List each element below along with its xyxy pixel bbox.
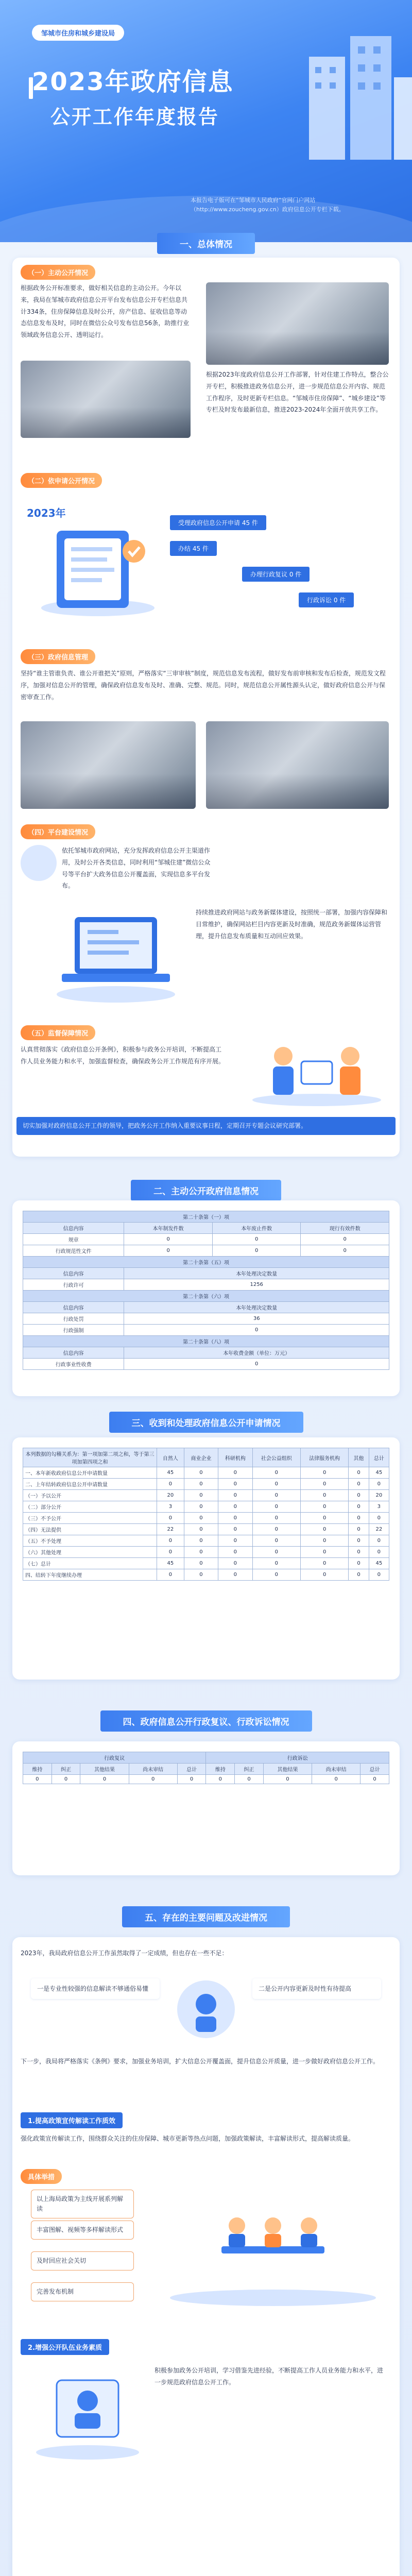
section-5-title: 五、存在的主要问题及改进情况 [0, 1906, 412, 1927]
application-table-row [23, 1569, 389, 1581]
row-value: 0 [369, 1479, 389, 1490]
row-value: 0 [300, 1513, 348, 1524]
section-3-panel [12, 1437, 400, 1680]
section-4-panel [12, 1741, 400, 1875]
row-value: 0 [300, 1479, 348, 1490]
row-value: 0 [252, 1467, 300, 1479]
row-value: 0 [218, 1501, 252, 1513]
meeting-photo-2 [21, 361, 191, 438]
row-value: 0 [218, 1524, 252, 1535]
row-value: 0 [252, 1535, 300, 1547]
megaphone-icon [21, 845, 57, 881]
new-media-text: 持续推进政府网站与政务新媒体建设，按照统一部署，加强内容保障和日常维护，确保网站栏目内容更新及时准确，规范政务新媒体运营管理，提升信息发布质量和互动回应效果。 [196, 909, 388, 940]
application-table-row [23, 1524, 389, 1535]
people-illustration [247, 1030, 386, 1108]
row-value: 0 [184, 1513, 218, 1524]
meeting-photo-4 [206, 721, 389, 809]
row-label: 四、结转下年度继续办理 [23, 1569, 157, 1581]
row-value: 0 [300, 1524, 348, 1535]
tag-platform-construction: （四）平台建设情况 [21, 824, 95, 839]
row-value: 0 [369, 1535, 389, 1547]
row-value: 45 [369, 1467, 389, 1479]
row-value: 0 [157, 1569, 184, 1581]
row-value: 0 [300, 1490, 348, 1501]
row-value: 0 [252, 1490, 300, 1501]
row-value: 0 [184, 1524, 218, 1535]
clipboard-illustration [36, 515, 160, 618]
active-disclosure-table: 第二十条第（一）项 信息内容 本年制发件数 本年废止件数 现行有效件数 规章 0 0 0 行政规范性文件 0 0 0 第二十条第（五）项 信息内容 本年处理决定数量 行政许可 1256 第二十条第（六）项 信息内容 本年处理决定数量 行政处罚 36 行政强制 0 第二十条第（八）项 信息内容 本年收费金额（单位：万元） 行政事业性收费 0 [23, 1211, 389, 1370]
row-value: 0 [300, 1535, 348, 1547]
row-label: 一、本年新收政府信息公开申请数量 [23, 1467, 157, 1479]
row-value: 0 [300, 1547, 348, 1558]
section-1-title: 一、总体情况 [0, 233, 412, 254]
management-text: 坚持“谁主管谁负责、谁公开谁把关”原则，严格落实“三审审核”制度，规范信息发布流程，做好发布前审核和发布后检查，规范发文程序，加强对信息公开的管理，确保政府信息发布及时、准确、完整、规范。同时，规范信息公开属性源头认定，做好政府信息公开与保密审查工作。 [21, 670, 386, 701]
stat-completed: 办结 45 件 [170, 541, 217, 556]
row-value: 0 [184, 1501, 218, 1513]
row-label: 二、上年结转政府信息公开申请数量 [23, 1479, 157, 1490]
row-value: 0 [184, 1479, 218, 1490]
row-label: （四）无法提供 [23, 1524, 157, 1535]
row-value: 0 [349, 1501, 369, 1513]
problem-2: 二是公开内容更新及时性有待提高 [252, 1978, 381, 1999]
row-label: （五）不予处理 [23, 1535, 157, 1547]
stat-review: 办理行政复议 0 件 [242, 567, 310, 582]
row-value: 0 [157, 1513, 184, 1524]
row-value: 0 [349, 1535, 369, 1547]
row-value: 0 [349, 1490, 369, 1501]
application-table-row [23, 1535, 389, 1547]
tag-team-quality: 2.增强公开队伍业务素质 [21, 2339, 109, 2355]
row-value: 0 [184, 1558, 218, 1569]
problem-1: 一是专业性较强的信息解读不够通俗易懂 [31, 1978, 160, 1999]
row-value: 0 [349, 1513, 369, 1524]
policy-text: 强化政策宣传解读工作，围绕群众关注的住房保障、城市更新等热点问题，加强政策解读，丰富解读形式，提高解读质量。 [21, 2135, 355, 2142]
row-value: 0 [252, 1569, 300, 1581]
application-table-row [23, 1467, 389, 1479]
row-value: 0 [157, 1535, 184, 1547]
row-value: 0 [218, 1558, 252, 1569]
row-label: （二）部分公开 [23, 1501, 157, 1513]
hero-note: 本报告电子版可在“邹城市人民政府”官网门户网站（http://www.zoucheng.gov.cn）政府信息公开专栏下载。 [191, 197, 345, 213]
row-value: 45 [157, 1467, 184, 1479]
row-value: 0 [218, 1513, 252, 1524]
row-label: （三）不予公开 [23, 1513, 157, 1524]
section-2-title: 二、主动公开政府信息情况 [0, 1180, 412, 1201]
measure-1: 以上海局政策为主线开展系列解读 [31, 2190, 134, 2218]
row-value: 0 [369, 1513, 389, 1524]
team-illustration [31, 2360, 144, 2463]
row-value: 0 [252, 1524, 300, 1535]
tag-information-management: （三）政府信息管理 [21, 649, 95, 664]
application-table-row [23, 1501, 389, 1513]
application-table-row [23, 1547, 389, 1558]
tag-policy-interpretation: 1.提高政策宣传解读工作质效 [21, 2112, 123, 2128]
hero-banner [0, 0, 412, 242]
row-value: 0 [218, 1569, 252, 1581]
row-value: 20 [369, 1490, 389, 1501]
row-value: 20 [157, 1490, 184, 1501]
section-4-title: 四、政府信息公开行政复议、行政诉讼情况 [0, 1710, 412, 1732]
org-pill: 邹城市住房和城乡建设局 [32, 25, 124, 41]
row-value: 0 [184, 1467, 218, 1479]
measure-4: 完善发布机制 [31, 2282, 134, 2301]
stat-received: 受理政府信息公开申请 45 件 [170, 515, 266, 530]
row-value: 0 [300, 1558, 348, 1569]
application-table-row [23, 1513, 389, 1524]
application-table: 本列数据的勾稽关系为：第一项加第二项之和，等于第三项加第四项之和 自然人 商业企业 科研机构 社会公益组织 法律服务机构 其他 总计 一、本年新收政府信息公开申请数量 45 0 0 0 0 0 45 二、上年结转政府信息公开申请数量 0 0 0 0 0 0 0 （一）予以公开 20 0 0 0 0 0 20 （二）部分公开 3 0 0 0 0 0 3 （三）不予公开 0 0 0 0 0 0 0 （四）无法提供 22 0 0 0 0 0 22 （五）不予处理 0 0 0 0 0 0 0 （六）其他处理 0 0 0 0 0 0 0 （七）总计 45 0 0 0 0 0 45 四、结转下年度继续办理 0 0 0 0 0 0 0 [23, 1448, 389, 1581]
row-value: 0 [369, 1547, 389, 1558]
row-value: 0 [349, 1467, 369, 1479]
improvement-text: 下一步，我局将严格落实《条例》要求，加强业务培训，扩大信息公开覆盖面，提升信息公开质量，进一步做好政府信息公开工作。 [21, 2058, 380, 2065]
building-illustration [288, 21, 412, 175]
platform-text: 根据2023年度政府信息公开工作部署，针对住建工作特点，整合公开专栏，积极推进政务信息公开，进一步规范信息公开内容、规范工作程序，及时更新专栏信息。“邹城市住房保障”、“城乡建设”等专栏及时发布最新信息，推进2023-2024年全面开放共享工作。 [206, 371, 389, 414]
laptop-illustration [52, 896, 180, 1005]
tag-application-disclosure: （二）依申请公开情况 [21, 473, 102, 488]
tag-supervision: （五）监督保障情况 [21, 1025, 95, 1040]
row-value: 0 [252, 1513, 300, 1524]
page-title: 2023年政府信息 [32, 67, 234, 96]
row-value: 0 [349, 1569, 369, 1581]
application-table-row [23, 1558, 389, 1569]
application-table-row [23, 1479, 389, 1490]
year-label: 2023年 [27, 507, 66, 519]
row-value: 0 [184, 1547, 218, 1558]
row-value: 0 [218, 1479, 252, 1490]
row-value: 0 [157, 1547, 184, 1558]
problem-illustration [165, 1973, 247, 2045]
page-subtitle: 公开工作年度报告 [50, 106, 220, 128]
row-label: （六）其他处理 [23, 1547, 157, 1558]
meeting-illustration [165, 2184, 381, 2308]
row-value: 0 [300, 1467, 348, 1479]
row-value: 0 [218, 1535, 252, 1547]
team-quality-text: 积极参加政务公开培训，学习借鉴先进经验，不断提高工作人员业务能力和水平，进一步规范政府信息公开工作。 [154, 2367, 384, 2386]
row-value: 0 [184, 1569, 218, 1581]
row-value: 0 [349, 1558, 369, 1569]
section-3-title: 三、收到和处理政府信息公开申请情况 [0, 1412, 412, 1433]
section-2-panel [12, 1200, 400, 1396]
row-value: 0 [252, 1501, 300, 1513]
measures-label: 具体举措 [21, 2169, 62, 2184]
row-value: 0 [349, 1479, 369, 1490]
stat-litigation: 行政诉讼 0 件 [299, 592, 354, 607]
row-value: 0 [218, 1467, 252, 1479]
row-value: 0 [252, 1479, 300, 1490]
row-value: 3 [369, 1501, 389, 1513]
meeting-photo-1 [206, 282, 389, 365]
row-value: 0 [349, 1547, 369, 1558]
row-label: （七）总计 [23, 1558, 157, 1569]
measure-2: 丰富图解、视频等多样解读形式 [31, 2221, 134, 2240]
application-table-row [23, 1490, 389, 1501]
tag-active-disclosure: （一）主动公开情况 [21, 265, 95, 280]
row-value: 45 [157, 1558, 184, 1569]
active-disclosure-text: 根据政务公开标准要求，做好相关信息的主动公开。今年以来，我局在邹城市政府信息公开平台发布信息公开专栏信息共计334条，住房保障信息及时公开，房产信息、征收信息等动态信息发布及时，同时在微信公众号发布信息56条，助推行业领域政务信息公开、透明运行。 [21, 284, 190, 339]
row-label: （一）予以公开 [23, 1490, 157, 1501]
row-value: 0 [300, 1501, 348, 1513]
measure-3: 及时回应社会关切 [31, 2251, 134, 2270]
row-value: 0 [349, 1524, 369, 1535]
row-value: 0 [300, 1569, 348, 1581]
row-value: 22 [369, 1524, 389, 1535]
row-value: 0 [218, 1490, 252, 1501]
review-litigation-table: 行政复议 行政诉讼 维持 纠正 其他结果 尚未审结 总计 维持 纠正 其他结果 尚未审结 总计 0 0 0 0 0 0 0 0 0 0 [23, 1752, 389, 1784]
row-value: 0 [157, 1479, 184, 1490]
row-value: 0 [184, 1490, 218, 1501]
supervision-note: 切实加强对政府信息公开工作的领导，把政务公开工作纳入重要议事日程，定期召开专题会议研究部署。 [16, 1117, 396, 1135]
platform-construction-text: 依托邹城市政府网站，充分发挥政府信息公开主渠道作用，及时公开各类信息，同时利用“邹城住建”微信公众号等平台扩大政务信息公开覆盖面，实现信息多平台发布。 [62, 847, 211, 890]
row-value: 3 [157, 1501, 184, 1513]
row-value: 45 [369, 1558, 389, 1569]
meeting-photo-3 [21, 721, 196, 809]
supervision-text: 认真贯彻落实《政府信息公开条例》，积极参与政务公开培训，不断提高工作人员业务能力和水平，加强监督检查，确保政务公开工作规范有序开展。 [21, 1046, 225, 1065]
row-value: 0 [252, 1558, 300, 1569]
row-value: 22 [157, 1524, 184, 1535]
row-value: 0 [252, 1547, 300, 1558]
problems-intro: 2023年，我局政府信息公开工作虽然取得了一定成绩，但也存在一些不足： [21, 1950, 228, 1957]
row-value: 0 [218, 1547, 252, 1558]
row-value: 0 [369, 1569, 389, 1581]
row-value: 0 [184, 1535, 218, 1547]
